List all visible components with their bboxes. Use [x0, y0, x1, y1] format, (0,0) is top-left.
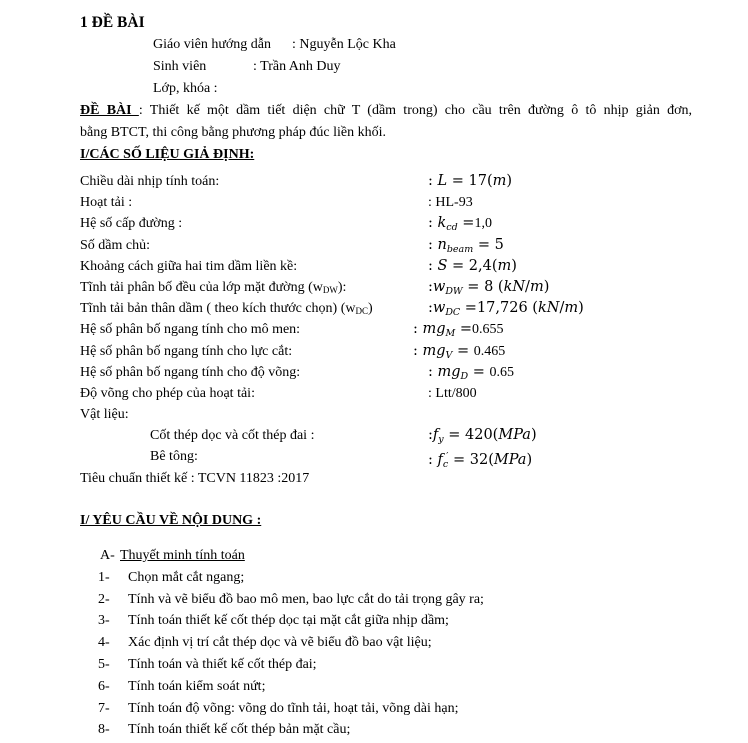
data-row	[0, 319, 748, 340]
row-label: Tĩnh tải bản thân dầm ( theo kích thước chọn) (wDC)	[80, 301, 373, 317]
item-text: Tính toán độ võng: võng do tĩnh tải, hoạt tải, võng dài hạn;	[128, 700, 459, 716]
part-a-title: Thuyết minh tính toán	[120, 547, 245, 563]
info-line-class	[153, 78, 748, 100]
item-number: 7-	[98, 700, 110, 716]
item-number: 4-	[98, 635, 110, 651]
row-label: Hệ số phân bố ngang tính cho độ võng:	[80, 364, 301, 380]
row-label: Hệ số phân bố ngang tính cho mô men:	[80, 322, 301, 338]
data-row	[0, 256, 748, 277]
item-text: Xác định vị trí cắt thép dọc và vẽ biểu đồ bao vật liệu;	[128, 635, 432, 651]
requirement-item	[0, 698, 748, 720]
row-value: $:w_{DC} =17,726$ (kN/m)	[428, 300, 584, 319]
info-block	[153, 34, 748, 100]
row-label: Hệ số cấp đường :	[80, 216, 183, 232]
student-label: Sinh viên	[153, 59, 207, 74]
item-text: Tính toán thiết kế cốt thép dọc tại mặt cắt giữa nhịp dầm;	[128, 613, 449, 629]
row-value: $:w_{DW} = 8$ (kN/m)	[428, 278, 550, 297]
item-number: 5-	[98, 657, 110, 672]
requirement-item	[0, 610, 748, 632]
data-row	[0, 213, 748, 234]
data-row	[0, 298, 748, 319]
row-label: Vật liệu:	[80, 407, 129, 423]
class-label: Lớp, khóa :	[153, 81, 218, 96]
row-value: : $f_c' = 32(MPa)$	[428, 451, 533, 471]
row-value: : HL-93	[428, 195, 473, 211]
item-number: 8-	[98, 722, 110, 738]
item-text: Tính toán kiểm soát nứt;	[128, 678, 266, 694]
requirement-list	[0, 567, 748, 741]
item-number: 3-	[98, 613, 110, 629]
item-number: 6-	[98, 678, 110, 694]
data-row	[0, 192, 748, 213]
section-heading-so-lieu: I/CÁC SỐ LIỆU GIẢ ĐỊNH:	[80, 147, 255, 162]
row-label: Số dầm chủ:	[80, 237, 150, 253]
data-row	[0, 277, 748, 298]
data-row	[0, 383, 748, 404]
part-a-marker: A-	[100, 547, 115, 563]
assignment-label: ĐỀ BÀI	[80, 103, 139, 118]
requirement-item	[0, 719, 748, 741]
data-row	[0, 362, 748, 383]
teacher-label: Giáo viên hướng dẫn	[153, 37, 272, 52]
assignment-text-line2: bằng BTCT, thi công bằng phương pháp đúc liền khối.	[80, 125, 386, 140]
data-row-standard	[0, 468, 748, 489]
student-value: : Trần Anh Duy	[253, 59, 341, 74]
row-label: Độ võng cho phép của hoạt tải:	[80, 385, 255, 401]
part-a-heading	[100, 545, 748, 567]
row-value: : $mg_D = 0.65$	[428, 363, 515, 382]
item-text: Tính toán và thiết kế cốt thép đai;	[128, 657, 317, 672]
assumption-table	[0, 171, 748, 489]
row-value: : $n_{beam} = 5$	[428, 236, 504, 255]
data-row	[0, 235, 748, 256]
data-row	[0, 341, 748, 362]
row-label: Tiêu chuẩn thiết kế : TCVN 11823 :2017	[80, 470, 310, 486]
item-number: 2-	[98, 591, 110, 607]
data-row-material	[0, 404, 748, 425]
item-text: Tính và vẽ biểu đồ bao mô men, bao lực cắt do tải trọng gây ra;	[128, 591, 484, 607]
row-label: Hoạt tải :	[80, 195, 133, 211]
row-value: : $mg_M =0.655$	[413, 321, 504, 340]
row-label: Cốt thép dọc và cốt thép đai :	[150, 428, 315, 444]
requirement-item	[0, 676, 748, 698]
row-label: Chiều dài nhịp tính toán:	[80, 174, 220, 189]
row-label: Hệ số phân bố ngang tính cho lực cắt:	[80, 343, 293, 359]
info-line-teacher	[153, 34, 748, 56]
row-value: : S = 2,4(m)	[428, 257, 517, 274]
assignment-paragraph	[80, 100, 692, 144]
data-row	[0, 171, 748, 192]
data-row	[0, 446, 748, 471]
teacher-value: : Nguyễn Lộc Kha	[292, 37, 396, 52]
row-label: Bê tông:	[150, 449, 198, 465]
row-label: Tĩnh tải phân bố đều của lớp mặt đường (wDW):	[80, 279, 347, 295]
assignment-separator: :	[138, 103, 150, 118]
item-number: 1-	[98, 569, 110, 585]
section-heading-noi-dung: I/ YÊU CẦU VỀ NỘI DUNG :	[80, 512, 262, 528]
requirement-item	[0, 654, 748, 676]
assignment-line1	[80, 100, 692, 122]
page-title: 1 ĐỀ BÀI	[80, 14, 145, 31]
item-text: Tính toán thiết kế cốt thép bản mặt cầu;	[128, 722, 351, 738]
item-text: Chọn mắt cắt ngang;	[128, 569, 245, 585]
row-value: $:f_y = 420(MPa)$	[428, 427, 537, 446]
assignment-text-line1: Thiết kế một dầm tiết diện chữ T (dầm trong) cho cầu trên đường ô tô nhịp giản đơn,	[149, 103, 692, 118]
info-line-student	[153, 56, 748, 78]
row-value: : $k_{cd} =1,0$	[428, 215, 492, 234]
row-value: : $mg_V = 0.465$	[413, 342, 506, 361]
row-value: : L = 17(m)	[428, 173, 513, 189]
requirement-item	[0, 567, 748, 589]
data-row	[0, 425, 748, 446]
row-label: Khoảng cách giữa hai tim dầm liền kề:	[80, 258, 298, 274]
requirement-item	[0, 632, 748, 654]
requirement-item	[0, 589, 748, 611]
row-value: : Ltt/800	[428, 385, 477, 401]
